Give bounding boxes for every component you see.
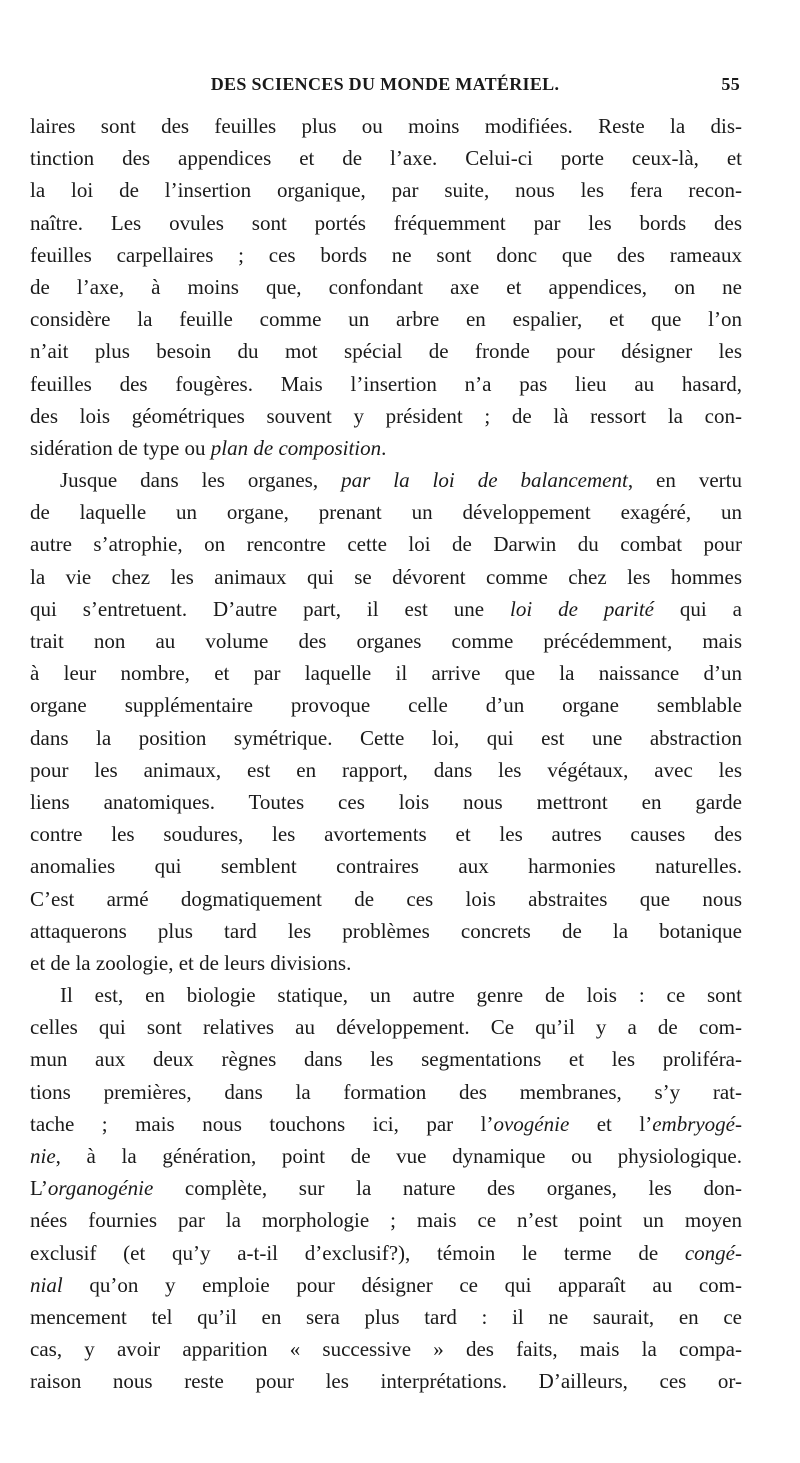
text-line xyxy=(30,1172,742,1204)
text-segment: liens anatomiques. Toutes ces lois nous mettront en garde xyxy=(30,789,742,814)
text-segment: qu’on y emploie pour désigner ce qui apparaît au com- xyxy=(62,1272,742,1297)
text-segment: et de la zoologie, et de leurs divisions. xyxy=(30,950,352,975)
italic-term: par la loi de balancement xyxy=(341,468,628,493)
text-segment: de l’axe, à moins que, confondant axe et appendices, on ne xyxy=(30,274,742,299)
italic-term: plan de composition xyxy=(210,435,382,460)
text-line xyxy=(30,915,742,947)
text-segment: feuilles carpellaires ; ces bords ne sont donc que des rameaux xyxy=(30,242,742,267)
text-line xyxy=(30,1237,742,1269)
text-segment: anomalies qui semblent contraires aux harmonies naturelles. xyxy=(30,854,742,879)
text-segment: trait non au volume des organes comme précédemment, mais xyxy=(30,629,742,653)
text-line xyxy=(30,335,742,367)
text-segment: tions premières, dans la formation des membranes, s’y rat- xyxy=(30,1079,742,1104)
text-segment: exclusif (et qu’y a-t-il d’exclusif?), témoin le terme de xyxy=(30,1240,685,1265)
text-line xyxy=(30,1333,742,1365)
text-segment: qui a xyxy=(654,596,742,621)
text-line xyxy=(30,722,742,754)
text-line xyxy=(30,786,742,818)
text-segment: la loi de l’insertion organique, par suite, nous les fera recon- xyxy=(30,178,742,203)
text-line xyxy=(30,400,742,432)
text-segment: raison nous reste pour les interprétations. D’ailleurs, ces or- xyxy=(30,1369,742,1394)
text-segment: , à la génération, point de vue dynamique ou physiologique. xyxy=(55,1144,742,1168)
text-segment: de laquelle un organe, prenant un développement exagéré, un xyxy=(30,500,742,525)
text-line xyxy=(30,528,742,560)
text-line xyxy=(30,1140,742,1172)
text-segment: autre s’atrophie, on rencontre cette loi de Darwin du combat pour xyxy=(30,532,742,557)
text-line xyxy=(30,850,742,882)
italic-term: embryogé- xyxy=(652,1111,742,1136)
text-segment: mencement tel qu’il en sera plus tard : il ne saurait, en ce xyxy=(30,1304,742,1329)
text-segment: n’ait plus besoin du mot spécial de fronde pour désigner les xyxy=(30,339,742,364)
text-segment: C’est armé dogmatiquement de ces lois abstraites que nous xyxy=(30,886,742,911)
text-line xyxy=(30,174,742,206)
text-segment: nées fournies par la morphologie ; mais ce n’est point un moyen xyxy=(30,1208,742,1233)
italic-term: organogénie xyxy=(47,1176,154,1201)
text-segment: considère la feuille comme un arbre en espalier, et que l’on xyxy=(30,307,742,332)
text-line xyxy=(30,464,742,496)
text-line xyxy=(30,1043,742,1075)
text-line xyxy=(30,207,742,239)
text-line xyxy=(30,110,742,142)
text-line xyxy=(30,593,742,625)
text-segment: mun aux deux règnes dans les segmentations et les proliféra- xyxy=(30,1047,742,1072)
text-line xyxy=(30,979,742,1011)
text-segment: pour les animaux, est en rapport, dans les végétaux, avec les xyxy=(30,757,742,782)
text-line xyxy=(30,1108,742,1140)
text-segment: Il est, en biologie statique, un autre genre de lois : ce sont xyxy=(60,983,742,1008)
body-text xyxy=(30,110,742,1398)
text-line xyxy=(30,1076,742,1108)
text-segment: , en vertu xyxy=(627,468,742,493)
text-line xyxy=(30,657,742,689)
text-segment: des lois géométriques souvent y président ; de là ressort la con- xyxy=(30,403,742,428)
text-segment: celles qui sont relatives au développement. Ce qu’il y a de com- xyxy=(30,1015,742,1040)
text-line xyxy=(30,1269,742,1301)
text-line xyxy=(30,1011,742,1043)
text-segment: et l’ xyxy=(569,1111,653,1136)
text-segment: tinction des appendices et de l’axe. Celui-ci porte ceux-là, et xyxy=(30,146,742,171)
text-line xyxy=(30,368,742,400)
italic-term: congé- xyxy=(684,1240,742,1265)
text-line xyxy=(30,239,742,271)
text-line xyxy=(30,1301,742,1333)
text-line xyxy=(30,947,742,979)
text-segment: dans la position symétrique. Cette loi, qui est une abstraction xyxy=(30,725,742,750)
text-segment: sidération de type ou xyxy=(30,435,211,460)
text-line xyxy=(30,625,742,657)
text-segment: organe supplémentaire provoque celle d’un organe semblable xyxy=(30,693,742,718)
page-number: 55 xyxy=(721,74,740,94)
text-line xyxy=(30,561,742,593)
text-line xyxy=(30,689,742,721)
text-segment: feuilles des fougères. Mais l’insertion n’a pas lieu au hasard, xyxy=(30,371,742,396)
text-segment: la vie chez les animaux qui se dévorent comme chez les hommes xyxy=(30,564,742,589)
text-line xyxy=(30,1204,742,1236)
text-segment: laires sont des feuilles plus ou moins modifiées. Reste la dis- xyxy=(30,114,742,138)
italic-term: ovogénie xyxy=(493,1111,570,1136)
text-segment: contre les soudures, les avortements et les autres causes des xyxy=(30,822,742,847)
text-segment: Jusque dans les organes, xyxy=(60,468,342,493)
text-line xyxy=(30,883,742,915)
text-segment: L’ xyxy=(30,1176,48,1201)
text-segment: attaquerons plus tard les problèmes concrets de la botanique xyxy=(30,918,742,943)
text-line xyxy=(30,496,742,528)
text-segment: . xyxy=(381,435,387,460)
text-segment: qui s’entretuent. D’autre part, il est une xyxy=(30,596,510,621)
italic-term: loi de parité xyxy=(510,596,654,621)
text-line xyxy=(30,1365,742,1397)
text-segment: tache ; mais nous touchons ici, par l’ xyxy=(30,1111,494,1136)
text-line xyxy=(30,432,742,464)
text-line xyxy=(30,818,742,850)
page-header xyxy=(30,74,740,104)
italic-term: nie xyxy=(30,1144,56,1168)
text-line xyxy=(30,271,742,303)
italic-term: nial xyxy=(30,1272,63,1297)
running-title: DES SCIENCES DU MONDE MATÉRIEL. xyxy=(210,74,560,94)
text-segment: naître. Les ovules sont portés fréquemment par les bords des xyxy=(30,210,742,235)
text-line xyxy=(30,303,742,335)
text-segment: à leur nombre, et par laquelle il arrive que la naissance d’un xyxy=(30,661,742,686)
text-segment: complète, sur la nature des organes, les don- xyxy=(153,1176,742,1201)
text-segment: cas, y avoir apparition « successive » des faits, mais la compa- xyxy=(30,1337,742,1362)
text-line xyxy=(30,142,742,174)
text-line xyxy=(30,754,742,786)
